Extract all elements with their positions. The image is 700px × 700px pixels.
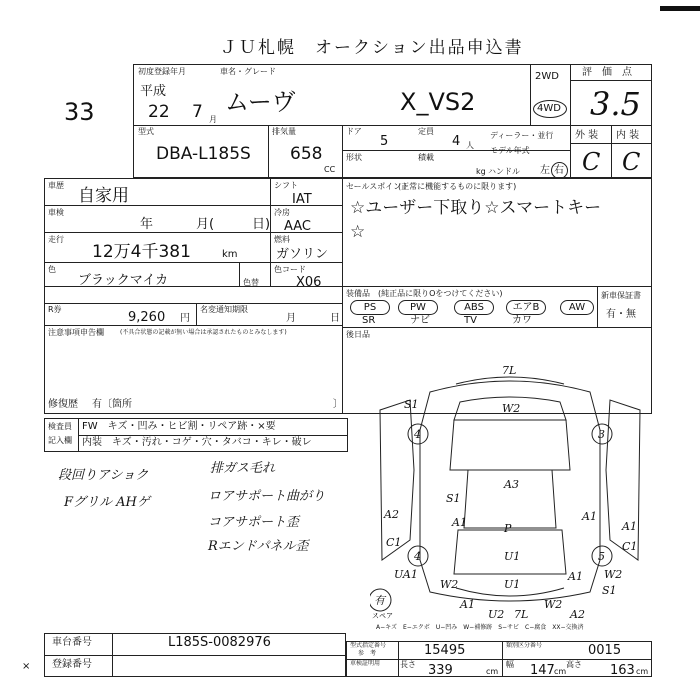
divider xyxy=(611,125,612,178)
length-label: 長さ xyxy=(400,660,416,669)
inspection-label: 車検 xyxy=(48,208,64,217)
page-title: ＪＵ札幌 オークション出品申込書 xyxy=(220,38,524,58)
exterior-grade: C xyxy=(582,148,601,176)
divider xyxy=(342,150,570,151)
shift-value: IAT xyxy=(292,192,312,207)
shift-label: シフト xyxy=(274,181,298,190)
length-unit: cm xyxy=(486,667,499,676)
sales-point-label: セールスポイント xyxy=(346,182,410,191)
divider xyxy=(502,641,503,677)
displacement-value: 658 xyxy=(290,144,323,164)
declare-note: (不具合状態の記載が無い場合は承認されたものとみなします) xyxy=(120,329,287,336)
equipment-navi: ナビ xyxy=(410,315,430,326)
mark-a1-b: A1 xyxy=(582,510,597,523)
mark-c1-a: C1 xyxy=(386,536,402,549)
mark-s1-a: S1 xyxy=(404,398,419,411)
height-unit: cm xyxy=(636,667,649,676)
car-damage-diagram xyxy=(370,360,650,620)
mark-w2-d: W2 xyxy=(544,598,563,611)
mark-a1-a: A1 xyxy=(452,516,467,529)
mark-u1-a: U1 xyxy=(504,550,521,563)
divider xyxy=(112,633,113,677)
capacity-value: 4 xyxy=(452,134,461,149)
kg-unit: kg xyxy=(476,167,486,176)
4wd-label: 4WD xyxy=(537,103,561,114)
history-value: 自家用 xyxy=(78,186,129,206)
mark-a1-d: A1 xyxy=(568,570,583,583)
divider xyxy=(530,64,531,125)
fuel-label: 燃料 xyxy=(274,235,290,244)
fuel-value: ガソリン xyxy=(276,247,329,262)
mark-a3: A3 xyxy=(504,478,519,491)
car-number-value: L185S-0082976 xyxy=(168,635,271,650)
handwritten-note-6: Rエンドパネル歪 xyxy=(208,539,309,554)
door-label: ドア xyxy=(346,127,362,136)
2wd-label: 2WD xyxy=(535,71,559,82)
inspection-month: 月( xyxy=(196,217,215,232)
equipment-abs: ABS xyxy=(454,300,494,315)
repair-close: 〕 xyxy=(333,399,343,410)
divider xyxy=(570,64,571,178)
ac-value: AAC xyxy=(284,219,311,234)
x-mark: × xyxy=(22,661,31,672)
warranty-label: 新車保証書 xyxy=(601,291,641,300)
mark-4-b: 4 xyxy=(414,550,421,563)
steering-label: ハンドル xyxy=(488,167,520,176)
sales-point-line2: ☆ xyxy=(350,222,366,242)
mark-w2-b: W2 xyxy=(440,578,459,591)
inspector-row-2: 内装 キズ・汚れ・コゲ・穴・タバコ・キレ・破レ xyxy=(82,437,312,448)
equipment-aw: AW xyxy=(560,300,594,315)
equipment-pw: PW xyxy=(398,300,438,315)
car-number-label: 車台番号 xyxy=(52,637,92,648)
mark-spare-yes: 有 xyxy=(374,594,385,607)
height-label: 高さ xyxy=(566,660,582,669)
model-designation-label: 型式指定番号 xyxy=(350,642,387,649)
inspector-label-2: 記入欄 xyxy=(48,436,72,445)
reg-number-label: 登録番号 xyxy=(52,659,92,670)
color-value: ブラックマイカ xyxy=(78,273,169,288)
rating-label: 評 価 点 xyxy=(582,67,632,78)
recycle-label: R券 xyxy=(48,305,62,314)
divider xyxy=(342,327,652,328)
handwritten-note-5: コアサポート歪 xyxy=(208,515,300,530)
equipment-leather: カワ xyxy=(512,315,532,326)
equipment-label: 装備品 xyxy=(346,289,370,298)
equipment-ps: PS xyxy=(350,300,390,315)
mark-7l-bottom: 7L xyxy=(514,608,529,620)
capacity-label: 定員 xyxy=(418,127,434,136)
divider xyxy=(268,125,269,178)
mark-u2: U2 xyxy=(488,608,505,620)
divider xyxy=(44,303,342,304)
mark-5: 5 xyxy=(598,550,605,563)
notice-day: 日 xyxy=(330,313,340,324)
inspector-label-1: 検査員 xyxy=(48,422,72,431)
inspection-year: 年 xyxy=(140,217,154,232)
steering-left: 左 xyxy=(540,165,550,176)
rear-items-label: 後日品 xyxy=(346,330,370,339)
divider xyxy=(597,286,598,327)
damage-legend: A−キズ E−エクボ U−凹み W−補修跡 S−サビ C−腐食 XX−交換済 xyxy=(376,624,584,631)
divider xyxy=(342,125,343,178)
grade: X_VS2 xyxy=(400,88,476,116)
lot-number: 33 xyxy=(64,98,95,126)
reg-year: 22 xyxy=(148,102,170,122)
repair-label: 修復歴 xyxy=(48,399,78,410)
equipment-tv: TV xyxy=(464,315,477,326)
divider xyxy=(44,325,342,326)
ac-label: 冷房 xyxy=(274,208,290,217)
mileage-unit: km xyxy=(222,249,238,260)
steering-right: 右 xyxy=(554,165,564,176)
notice-month: 月 xyxy=(286,313,296,324)
interior-label: 内 装 xyxy=(616,130,640,141)
divider xyxy=(44,655,346,656)
inspection-day: 日) xyxy=(252,217,271,232)
reg-month: 7 xyxy=(192,102,203,122)
dealer-label: ディーラー・並行 xyxy=(490,131,554,140)
divider xyxy=(133,125,652,126)
model-designation-value: 15495 xyxy=(424,643,466,658)
recycle-value: 9,260 xyxy=(128,310,166,325)
model-value: DBA-L185S xyxy=(156,144,251,164)
cc-unit: CC xyxy=(324,165,336,174)
maker-grade-label: 車名・グレード xyxy=(220,67,276,76)
displacement-label: 排気量 xyxy=(272,127,296,136)
mark-a2-b: A2 xyxy=(570,608,585,620)
handwritten-note-4: ロアサポート曲がり xyxy=(208,489,326,504)
mark-u1-b: U1 xyxy=(504,578,521,591)
divider xyxy=(570,80,652,81)
handwritten-note-2: Fグリル AHゲ xyxy=(64,495,150,510)
recycle-unit: 円 xyxy=(180,313,190,324)
era: 平成 xyxy=(140,84,167,99)
mileage-value: 12万4千381 xyxy=(92,242,191,262)
model-label: 型式 xyxy=(138,127,154,136)
month-unit: 月 xyxy=(209,115,217,124)
divider xyxy=(342,178,343,414)
inspector-row-1: FW キズ・凹み・ヒビ割・リペア跡・×要 xyxy=(82,421,276,432)
mark-a1-c: A1 xyxy=(622,520,637,533)
divider xyxy=(239,262,240,286)
color-code-value: X06 xyxy=(296,275,322,290)
width-value: 147 xyxy=(530,663,555,678)
divider xyxy=(346,659,652,660)
class-value: 0015 xyxy=(588,643,622,658)
car-name: ムーヴ xyxy=(225,88,296,116)
handwritten-note-3: 排ガス毛れ xyxy=(210,461,276,476)
equipment-airbag: エアB xyxy=(506,300,546,315)
mark-ua1: UA1 xyxy=(394,568,418,581)
width-label: 幅 xyxy=(506,660,514,669)
handwritten-note-1: 段回りアショク xyxy=(58,468,149,483)
mark-a2-a: A2 xyxy=(384,508,399,521)
sales-point-note: (正常に機能するものに限ります) xyxy=(398,182,517,191)
height-value: 163 xyxy=(610,663,635,678)
interior-grade: C xyxy=(622,148,641,176)
mark-a1-e: A1 xyxy=(460,598,475,611)
notice-label: 名変通知期限 xyxy=(200,305,248,314)
rating-score: 3.5 xyxy=(590,85,641,123)
equipment-note: (純正品に限りOをつけてください) xyxy=(378,289,503,298)
repair-value: 有〔箇所 xyxy=(92,399,132,410)
divider xyxy=(78,435,348,436)
declare-label: 注意事項申告欄 xyxy=(48,328,104,337)
mark-4-a: 4 xyxy=(414,428,421,441)
mark-c1-b: C1 xyxy=(622,540,638,553)
shape-label: 形状 xyxy=(346,153,362,162)
mark-w2-c: W2 xyxy=(604,568,623,581)
sales-point-line1: ☆ユーザー下取り☆スマートキー xyxy=(350,198,602,218)
mark-p: P xyxy=(504,522,512,535)
width-unit: cm xyxy=(554,667,567,676)
corner-mark xyxy=(660,6,700,11)
mark-s1-c: S1 xyxy=(602,584,617,597)
equipment-sr: SR xyxy=(362,315,376,326)
load-label: 積載 xyxy=(418,153,434,162)
mark-3: 3 xyxy=(598,428,605,441)
class-label: 類別区分番号 xyxy=(506,642,543,649)
first-reg-label: 初度登録年月 xyxy=(138,67,186,76)
spare-label: スペア xyxy=(372,612,393,620)
divider xyxy=(196,303,197,325)
mark-w2-a: W2 xyxy=(502,402,521,415)
color-label: 色 xyxy=(48,265,56,274)
model-year-label: モデル年式 xyxy=(490,146,530,155)
paint-change-label: 色替 xyxy=(243,278,259,287)
divider xyxy=(398,641,399,677)
length-value: 339 xyxy=(428,663,453,678)
divider xyxy=(44,262,342,263)
person-unit: 人 xyxy=(466,141,474,150)
color-code-label: 色コード xyxy=(274,265,306,274)
reg-cert-label: 車検証明用 xyxy=(350,660,381,667)
doors-value: 5 xyxy=(380,134,389,149)
warranty-value: 有・無 xyxy=(606,309,636,320)
exterior-label: 外 装 xyxy=(575,130,599,141)
mark-s1-b: S1 xyxy=(446,492,461,505)
ref-label: 参 考 xyxy=(358,650,377,657)
mark-7l-top: 7L xyxy=(502,364,517,377)
history-label: 車歴 xyxy=(48,181,64,190)
mileage-label: 走行 xyxy=(48,235,64,244)
